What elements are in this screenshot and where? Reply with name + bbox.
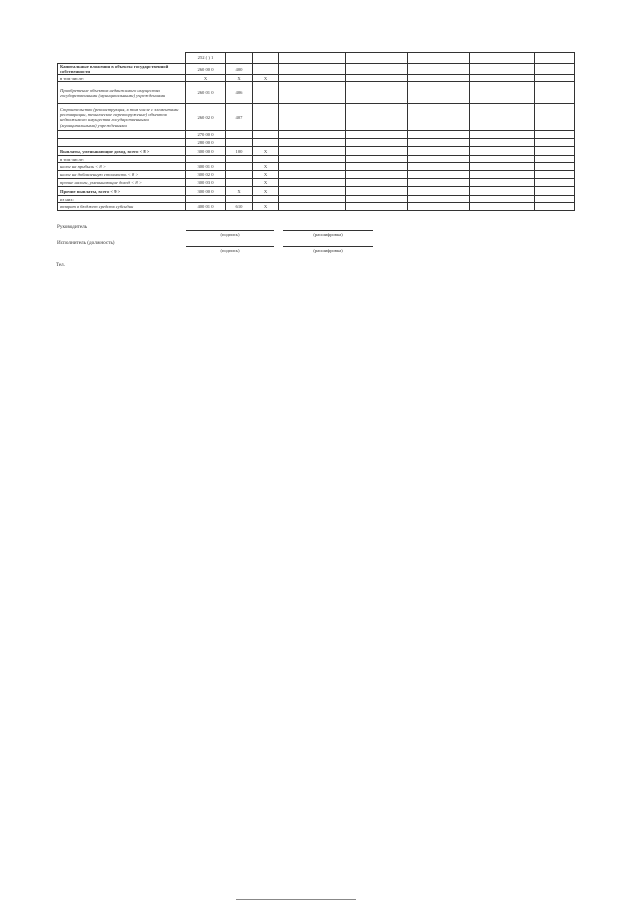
value-cell bbox=[346, 156, 408, 163]
value-cell bbox=[408, 163, 470, 171]
row-mark-cell: X bbox=[253, 75, 279, 82]
row-label-cell: Строительство (реконструкция, в том числе с элементами реставрации, техническое перевооружение) объектов недвижимого имущества государственными (муниципальными) учреждениями bbox=[58, 104, 186, 131]
row-code-cell bbox=[186, 196, 226, 203]
value-cell bbox=[470, 75, 535, 82]
value-cell bbox=[470, 179, 535, 187]
value-cell bbox=[535, 179, 575, 187]
value-cell bbox=[346, 171, 408, 179]
value-cell bbox=[470, 187, 535, 196]
value-cell bbox=[408, 64, 470, 75]
value-cell bbox=[279, 179, 346, 187]
value-cell bbox=[408, 171, 470, 179]
value-cell bbox=[408, 131, 470, 139]
row-code-cell bbox=[186, 156, 226, 163]
value-cell bbox=[279, 104, 346, 131]
value-cell bbox=[470, 104, 535, 131]
row-number-cell: X bbox=[226, 75, 253, 82]
row-number-cell bbox=[226, 179, 253, 187]
value-cell bbox=[470, 82, 535, 104]
value-cell bbox=[408, 53, 470, 64]
table-row bbox=[58, 139, 575, 147]
value-cell bbox=[346, 187, 408, 196]
row-mark-cell bbox=[253, 156, 279, 163]
value-cell bbox=[279, 147, 346, 156]
table-body bbox=[58, 53, 575, 211]
scan-artifact-line bbox=[236, 899, 356, 900]
head-signature-line bbox=[186, 230, 274, 231]
value-cell bbox=[346, 82, 408, 104]
table-row bbox=[58, 156, 575, 163]
row-code-cell: X bbox=[186, 75, 226, 82]
table-row bbox=[58, 147, 575, 156]
value-cell bbox=[279, 187, 346, 196]
row-mark-cell: X bbox=[253, 179, 279, 187]
row-code-cell: 400 01 0 bbox=[186, 203, 226, 211]
value-cell bbox=[535, 139, 575, 147]
row-number-cell: 100 bbox=[226, 147, 253, 156]
table-row bbox=[58, 163, 575, 171]
value-cell bbox=[470, 131, 535, 139]
value-cell bbox=[535, 104, 575, 131]
value-cell bbox=[470, 147, 535, 156]
value-cell bbox=[279, 64, 346, 75]
table-row bbox=[58, 64, 575, 75]
table-row bbox=[58, 53, 575, 64]
financial-table bbox=[57, 52, 575, 211]
row-label-cell: прочие налоги, уменьшающие доход < 8 > bbox=[58, 179, 186, 187]
row-label-cell: Выплаты, уменьшающие доход, всего < 8 > bbox=[58, 147, 186, 156]
row-code-cell: 260 00 0 bbox=[186, 64, 226, 75]
executor-decoding-line bbox=[283, 246, 373, 247]
row-label-cell: налог на добавленную стоимость < 8 > bbox=[58, 171, 186, 179]
table-row bbox=[58, 131, 575, 139]
value-cell bbox=[470, 163, 535, 171]
row-label-cell: налог на прибыль < 8 > bbox=[58, 163, 186, 171]
value-cell bbox=[470, 156, 535, 163]
row-code-cell: 252 ( ) 1 bbox=[186, 53, 226, 64]
value-cell bbox=[346, 64, 408, 75]
value-cell bbox=[408, 104, 470, 131]
value-cell bbox=[408, 156, 470, 163]
row-number-cell: X bbox=[226, 187, 253, 196]
value-cell bbox=[279, 82, 346, 104]
row-label-cell: возврат в бюджет средств субсидии bbox=[58, 203, 186, 211]
row-number-cell bbox=[226, 163, 253, 171]
value-cell bbox=[535, 171, 575, 179]
value-cell bbox=[470, 196, 535, 203]
row-code-cell: 300 00 0 bbox=[186, 147, 226, 156]
head-signature-caption: (подпись) bbox=[220, 232, 240, 237]
row-mark-cell bbox=[253, 139, 279, 147]
table-row bbox=[58, 82, 575, 104]
value-cell bbox=[346, 104, 408, 131]
value-cell bbox=[279, 131, 346, 139]
value-cell bbox=[408, 82, 470, 104]
row-number-cell bbox=[226, 156, 253, 163]
value-cell bbox=[346, 131, 408, 139]
row-mark-cell bbox=[253, 131, 279, 139]
value-cell bbox=[535, 64, 575, 75]
row-mark-cell: X bbox=[253, 171, 279, 179]
executor-signature-line bbox=[186, 246, 274, 247]
value-cell bbox=[279, 171, 346, 179]
row-number-cell: 610 bbox=[226, 203, 253, 211]
row-number-cell bbox=[226, 53, 253, 64]
row-code-cell: 300 00 0 bbox=[186, 187, 226, 196]
head-decoding-line bbox=[283, 230, 373, 231]
table-row bbox=[58, 179, 575, 187]
executor-label: Исполнитель (должность) bbox=[57, 240, 115, 246]
row-label-cell bbox=[58, 53, 186, 64]
value-cell bbox=[535, 156, 575, 163]
value-cell bbox=[346, 53, 408, 64]
row-mark-cell: X bbox=[253, 203, 279, 211]
value-cell bbox=[279, 53, 346, 64]
row-code-cell: 270 00 0 bbox=[186, 131, 226, 139]
table-row bbox=[58, 75, 575, 82]
head-decoding-caption: (расшифровка) bbox=[313, 232, 343, 237]
value-cell bbox=[346, 163, 408, 171]
row-label-cell: Капитальные вложения в объекты государственной собственности bbox=[58, 64, 186, 75]
executor-signature-caption: (подпись) bbox=[220, 248, 240, 253]
row-mark-cell bbox=[253, 104, 279, 131]
row-code-cell: 300 01 0 bbox=[186, 163, 226, 171]
table-row bbox=[58, 187, 575, 196]
row-mark-cell: X bbox=[253, 163, 279, 171]
value-cell bbox=[470, 139, 535, 147]
row-code-cell: 300 03 0 bbox=[186, 179, 226, 187]
value-cell bbox=[535, 187, 575, 196]
value-cell bbox=[346, 196, 408, 203]
value-cell bbox=[535, 75, 575, 82]
value-cell bbox=[535, 131, 575, 139]
row-number-cell: 407 bbox=[226, 104, 253, 131]
value-cell bbox=[408, 75, 470, 82]
row-number-cell bbox=[226, 131, 253, 139]
row-label-cell bbox=[58, 131, 186, 139]
value-cell bbox=[535, 147, 575, 156]
table-row bbox=[58, 171, 575, 179]
table-row bbox=[58, 104, 575, 131]
row-mark-cell: X bbox=[253, 187, 279, 196]
row-label-cell: из них: bbox=[58, 196, 186, 203]
value-cell bbox=[408, 196, 470, 203]
row-code-cell: 260 01 0 bbox=[186, 82, 226, 104]
executor-decoding-caption: (расшифровка) bbox=[313, 248, 343, 253]
value-cell bbox=[279, 163, 346, 171]
value-cell bbox=[408, 203, 470, 211]
row-mark-cell bbox=[253, 196, 279, 203]
value-cell bbox=[346, 139, 408, 147]
head-label: Руководитель bbox=[57, 224, 88, 230]
table-row bbox=[58, 203, 575, 211]
row-mark-cell bbox=[253, 82, 279, 104]
value-cell bbox=[279, 75, 346, 82]
row-mark-cell: X bbox=[253, 147, 279, 156]
row-number-cell: 406 bbox=[226, 82, 253, 104]
phone-label: Тел. bbox=[56, 263, 65, 268]
row-code-cell: 260 02 0 bbox=[186, 104, 226, 131]
row-code-cell: 300 02 0 bbox=[186, 171, 226, 179]
value-cell bbox=[470, 53, 535, 64]
row-mark-cell bbox=[253, 53, 279, 64]
row-number-cell bbox=[226, 171, 253, 179]
row-label-cell: Приобретение объектов недвижимого имущества государственными (муниципальными) учреждениями bbox=[58, 82, 186, 104]
value-cell bbox=[279, 156, 346, 163]
value-cell bbox=[346, 147, 408, 156]
value-cell bbox=[408, 139, 470, 147]
row-mark-cell bbox=[253, 64, 279, 75]
value-cell bbox=[346, 179, 408, 187]
value-cell bbox=[535, 203, 575, 211]
row-code-cell: 280 00 0 bbox=[186, 139, 226, 147]
row-label-cell: в том числе: bbox=[58, 156, 186, 163]
row-number-cell: 400 bbox=[226, 64, 253, 75]
value-cell bbox=[470, 203, 535, 211]
value-cell bbox=[408, 179, 470, 187]
value-cell bbox=[535, 53, 575, 64]
value-cell bbox=[346, 203, 408, 211]
value-cell bbox=[408, 147, 470, 156]
value-cell bbox=[535, 82, 575, 104]
value-cell bbox=[346, 75, 408, 82]
value-cell bbox=[279, 196, 346, 203]
value-cell bbox=[470, 171, 535, 179]
row-number-cell bbox=[226, 196, 253, 203]
value-cell bbox=[408, 187, 470, 196]
row-label-cell: Прочие выплаты, всего < 9 > bbox=[58, 187, 186, 196]
table-row bbox=[58, 196, 575, 203]
value-cell bbox=[279, 139, 346, 147]
value-cell bbox=[535, 196, 575, 203]
value-cell bbox=[279, 203, 346, 211]
value-cell bbox=[470, 64, 535, 75]
row-number-cell bbox=[226, 139, 253, 147]
row-label-cell: в том числе: bbox=[58, 75, 186, 82]
row-label-cell bbox=[58, 139, 186, 147]
value-cell bbox=[535, 163, 575, 171]
